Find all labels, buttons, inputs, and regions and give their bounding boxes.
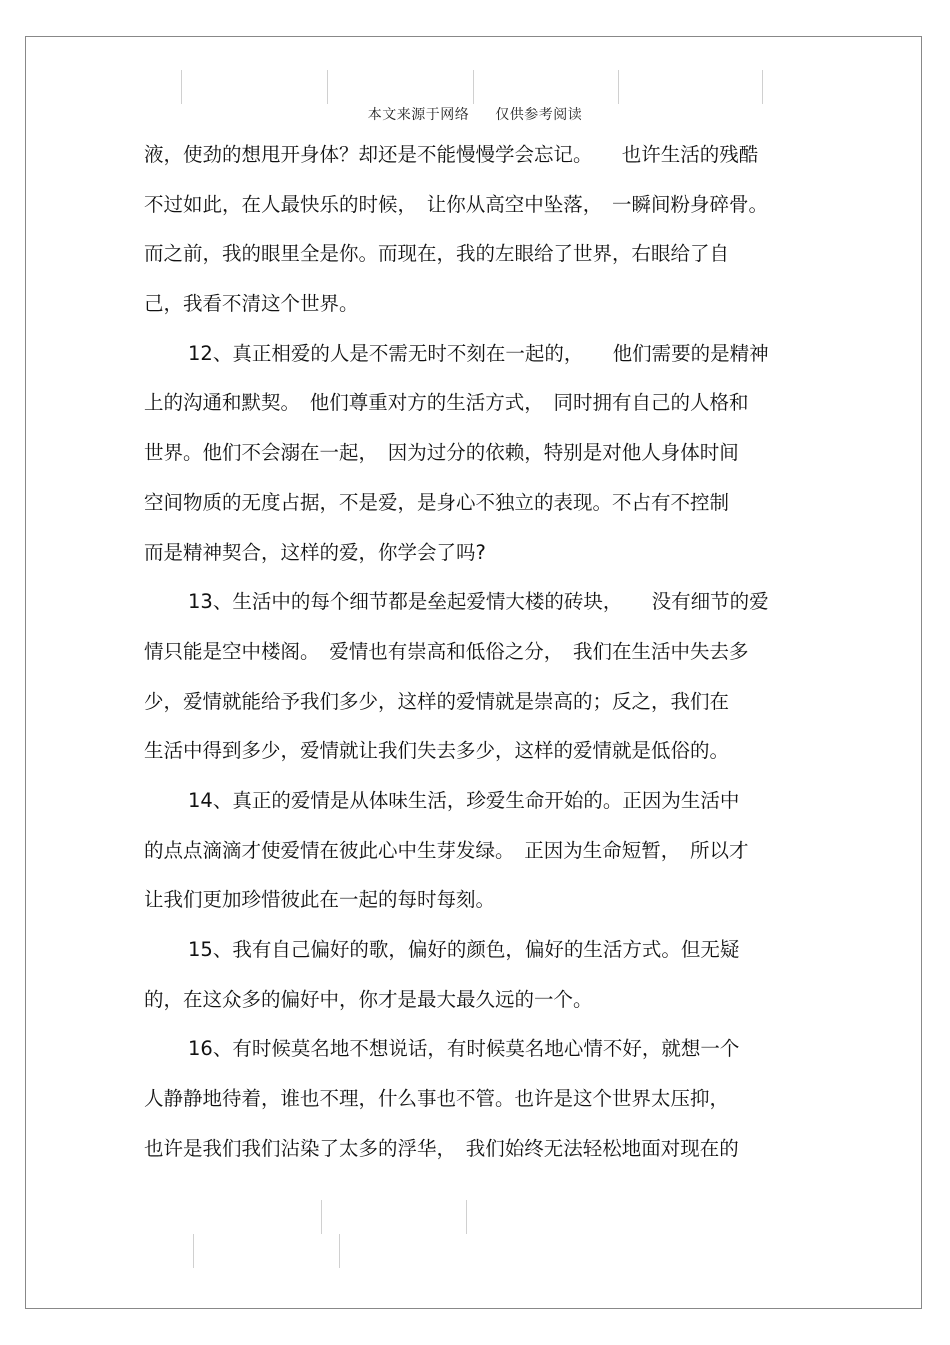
decor-line: [321, 1200, 322, 1234]
text-line: 让我们更加珍惜彼此在一起的每时每刻。: [144, 888, 496, 912]
decor-line: [618, 70, 619, 104]
page-header: [0, 104, 950, 124]
text-line: 而是精神契合，这样的爱，你学会了吗?: [144, 540, 486, 564]
decor-line: [327, 70, 328, 104]
paragraph-start-12: 12、真正相爱的人是不需无时不刻在一起的， 他们需要的是精神: [188, 341, 769, 365]
text-line: 上的沟通和默契。 他们尊重对方的生活方式， 同时拥有自己的人格和: [144, 391, 749, 415]
text-line: 生活中得到多少，爱情就让我们失去多少，这样的爱情就是低俗的。: [144, 739, 730, 763]
decor-line: [193, 1234, 194, 1268]
text-line: 世界。他们不会溺在一起， 因为过分的依赖，特别是对他人身体时间: [144, 441, 739, 465]
reference-note: 仅供参考阅读: [495, 107, 583, 123]
text-line: 人静静地待着，谁也不理，什么事也不管。也许是这个世界太压抑，: [144, 1087, 730, 1111]
decor-line: [762, 70, 763, 104]
paragraph-start-14: 14、真正的爱情是从体味生活，珍爱生命开始的。正因为生活中: [188, 788, 740, 812]
text-line: 己，我看不清这个世界。: [144, 292, 359, 316]
decor-line: [181, 70, 182, 104]
document-body: [144, 130, 809, 1173]
text-line: 也许是我们我们沾染了太多的浮华， 我们始终无法轻松地面对现在的: [144, 1136, 739, 1160]
paragraph-start-16: 16、有时候莫名地不想说话，有时候莫名地心情不好，就想一个: [188, 1037, 740, 1061]
text-line: 少，爱情就能给予我们多少，这样的爱情就是崇高的；反之，我们在: [144, 689, 730, 713]
paragraph-start-13: 13、生活中的每个细节都是垒起爱情大楼的砖块， 没有细节的爱: [188, 590, 769, 614]
source-note: 本文来源于网络: [367, 107, 470, 123]
text-line: 情只能是空中楼阁。 爱情也有崇高和低俗之分， 我们在生活中失去多: [144, 639, 749, 663]
decor-line: [473, 70, 474, 104]
text-line: 液，使劲的想甩开身体？却还是不能慢慢学会忘记。 也许生活的残酷: [144, 143, 759, 166]
decor-line: [339, 1234, 340, 1268]
text-line: 的，在这众多的偏好中，你才是最大最久远的一个。: [144, 987, 593, 1011]
text-line: 的点点滴滴才使爱情在彼此心中生芽发绿。 正因为生命短暂， 所以才: [144, 838, 749, 862]
text-line: 而之前，我的眼里全是你。而现在，我的左眼给了世界，右眼给了自: [144, 242, 730, 266]
paragraph-start-15: 15、我有自己偏好的歌，偏好的颜色，偏好的生活方式。但无疑: [188, 938, 740, 961]
text-line: 不过如此，在人最快乐的时候， 让你从高空中坠落， 一瞬间粉身碎骨。: [144, 192, 769, 216]
text-line: 空间物质的无度占据，不是爱，是身心不独立的表现。不占有不控制: [144, 490, 730, 514]
decor-line: [466, 1200, 467, 1234]
